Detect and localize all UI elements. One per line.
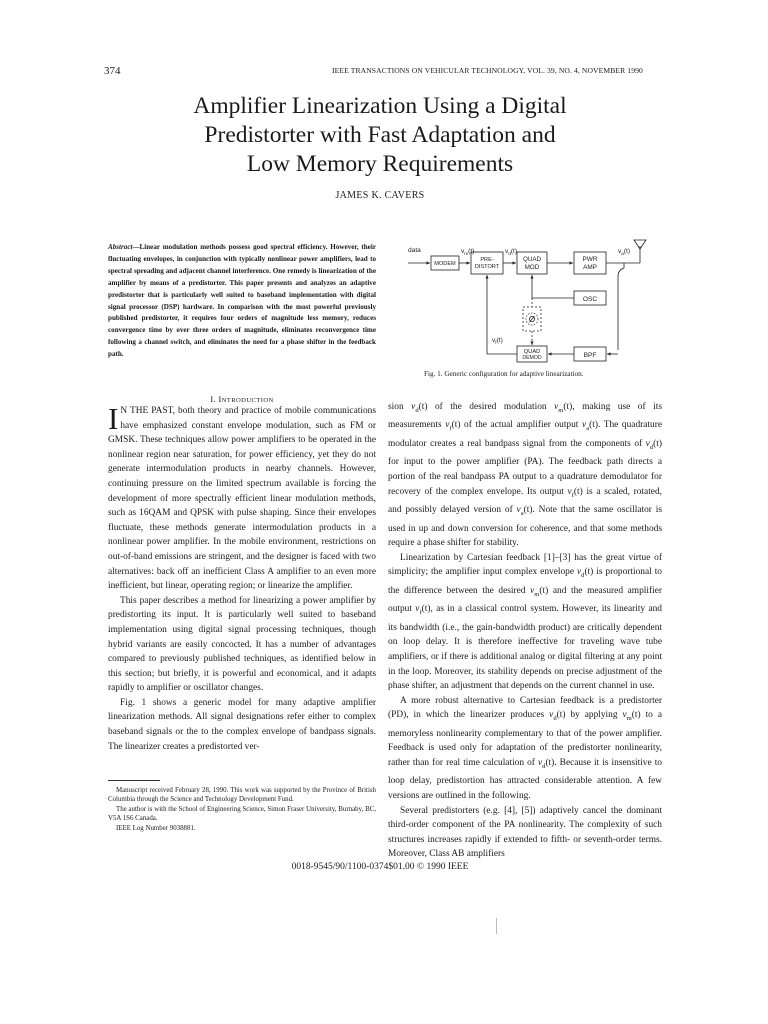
abstract-text: —Linear modulation methods possess good spectral efficiency. However, their fluctuating envelopes, in conjunction with typically nonlinear power amplifiers, lead to spectral spreading and adjacent channel interference. One remedy is linearization of the amplifier by means of a predistorter. This paper presents and analyzes an adaptive predistorter that is particularly well suited to baseband implementation with digital signal processor (DSP) hardware. In comparison with the most powerful previously published predistorter, it requires four orders of magnitude less memory, reduces convergence time by over three orders of magnitude, eliminates reconvergence time following a channel switch, and eliminates the need for a phase shifter in the feedback path. — [108, 243, 376, 359]
quad-mod-label: MOD — [524, 264, 540, 271]
title-line: Low Memory Requirements — [246, 151, 514, 177]
footnote-log: IEEE Log Number 9038881. — [116, 824, 196, 832]
footnote-received: Manuscript received February 28, 1990. This work was supported by the Province of British Columbia through the Science and Technology Development Fund. — [108, 787, 376, 804]
va-label: $v_a(t)$ — [618, 248, 631, 256]
osc-label: OSC — [582, 296, 598, 303]
vf-label: $v_f(t)$ — [492, 337, 503, 345]
phase-symbol: Ø — [528, 315, 536, 324]
drop-cap: I — [108, 401, 119, 436]
right-column-text — [388, 400, 662, 862]
copyright-line: 0018-9545/90/1100-0374$01.00 © 1990 IEEE — [291, 862, 469, 872]
figure-caption: Fig. 1. Generic configuration for adaptive linearization. — [424, 370, 584, 378]
quad-mod-label: QUAD — [523, 256, 541, 263]
abstract-label: Abstract — [108, 243, 133, 251]
page-number: 374 — [104, 65, 121, 77]
paragraph: I N THE PAST, both theory and practice of mobile communications have emphasized constant envelope modulation, such as FM or GMSK. These techniques allow power amplifiers to be operated in the nonlinear region near saturation, for power efficiency, yet they do not generate intermodulation products in nearby channels. However, continuing pressure on the limited spectrum available is forcing the development of more spectrally efficient linear modulation methods, such as 16QAM and QPSK with pulse shaping. Since their envelopes fluctuate, these methods generate intermodulation products in a nonlinear power amplifier. In the mobile environment, restrictions on out-of-band emissions are stringent, and the designer is faced with two alternatives: back off an inefficient Class A amplifier to an even more inefficient, but linear, operating region; or linearize the amplifier. — [108, 401, 376, 592]
title-line: Amplifier Linearization Using a Digital — [193, 93, 567, 119]
pwr-amp-label: PWR — [582, 256, 598, 263]
abstract — [108, 242, 376, 361]
data-input-label: data — [408, 247, 421, 254]
footnote-rule — [108, 780, 160, 781]
footnote — [108, 786, 376, 833]
pwr-amp-label: AMP — [583, 264, 597, 271]
figure-block-diagram — [404, 238, 662, 366]
paragraph: A more robust alternative to Cartesian feedback is a predistorter (PD), in which the linearizer produces $v_d(t)$ by applying $v_m(t)$ to a memoryless nonlinearity complementary to that of the power amplifier. Feedback is used only for adaptation of the predistorter nonlinearity, rather than for real time calculation of $v_d(t)$. Because it is insensitive to loop delay, predistortion has attracted considerable attention. A few versions are outlined in the following. — [388, 695, 662, 801]
scan-mark — [496, 918, 497, 934]
paper-title — [80, 92, 680, 179]
section-heading: I. INTRODUCTION — [210, 395, 274, 404]
predistort-box — [471, 252, 503, 274]
footnote-affiliation: The author is with the School of Engineering Science, Simon Fraser University, Burnaby, BC, V5A 1S6 Canada. — [108, 805, 376, 823]
paragraph: Several predistorters (e.g. [4], [5]) adaptively cancel the dominant third-order component of the PA nonlinearity. The complexity of such structures increases rapidly if extended to fifth- or seventh-order terms. Moreover, Class AB amplifiers — [388, 805, 662, 860]
paragraph: sion $v_d(t)$ of the desired modulation $v_m(t)$, making use of its measurements $v_f(t)$ of the actual amplifier output $v_a(t)$. The quadrature modulator creates a real bandpass signal from the components of $v_d(t)$ for input to the power amplifier (PA). The feedback path directs a portion of the real bandpass PA output to a quadrature demodulator for recovery of the complex envelope. Its output $v_f(t)$ is a scaled, rotated, and possibly delayed version of $v_a(t)$. Note that the same oscillator is used in up and down conversion for coherence, and that some methods require a phase shifter for stability. — [388, 402, 663, 549]
quad-demod-label: DEMOD — [522, 355, 542, 361]
title-line: Predistorter with Fast Adaptation and — [204, 122, 556, 148]
quad-demod-label: QUAD — [523, 349, 541, 355]
author-name: JAMES K. CAVERS — [335, 190, 425, 201]
vd-label: $v_d(t)$ — [505, 248, 518, 256]
bpf-label: BPF — [583, 352, 597, 359]
predistort-label: PRE- — [480, 257, 494, 263]
left-column-text — [108, 401, 376, 754]
predistort-label: DISTORT — [474, 264, 500, 270]
journal-header: IEEE TRANSACTIONS ON VEHICULAR TECHNOLOGY, VOL. 39, NO. 4, NOVEMBER 1990 — [332, 66, 643, 75]
paragraph: Fig. 1 shows a generic model for many adaptive amplifier linearization methods. All signal designations refer either to complex baseband signals or the to the complex envelope of bandpass signals. The linearizer creates a predistorted ver- — [108, 697, 376, 752]
modem-label: MODEM — [434, 261, 456, 267]
paragraph: Linearization by Cartesian feedback [1]–[3] has the great virtue of simplicity; the amplifier input complex envelope $v_d(t)$ is proportional to the difference between the desired $v_m(t)$ and the measured amplifier output $v_f(t)$, as in a classical control system. However, its linearity and its bandwidth (i.e., the gain-bandwidth product) are critically dependent on loop delay. It is therefore ineffective for traveling wave tube amplifiers, or if there is additional analog or digital filtering at any point in the loop. Moreover, its stability depends on precise adjustment of the phase shifter, an adjustment that depends on the current channel in use. — [388, 552, 662, 692]
vm-label: $v_m(t)$ — [461, 248, 475, 256]
paragraph: This paper describes a method for linearizing a power amplifier by predistorting its input. It is particularly well suited to baseband implementation using digital signal processing techniques, though hybrid variants are easily concocted. It has a number of advantages compared to previously published techniques, as identified below in this section; but briefly, it is powerful and economical, and it adapts rapidly to amplifier or oscillator changes. — [108, 595, 376, 694]
